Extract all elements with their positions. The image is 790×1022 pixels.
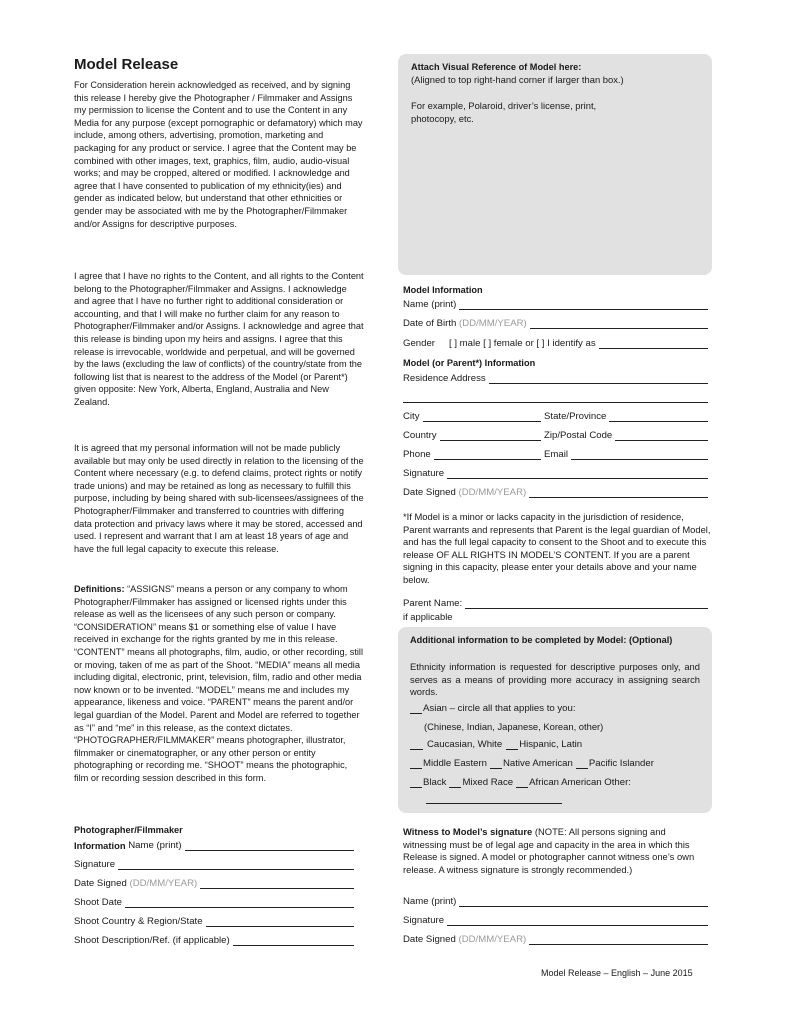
country-label: Country [403,430,437,441]
zip-line[interactable] [615,430,708,441]
witness-signature-line[interactable] [447,915,708,926]
shoot-country-label: Shoot Country & Region/State [74,916,203,927]
parent-signature-field[interactable] [403,468,708,479]
witness-date-field[interactable] [403,934,708,945]
phone-label: Phone [403,449,431,460]
model-gender-label: Gender [403,338,435,349]
parent-signature-label: Signature [403,468,445,479]
visual-reference-box[interactable] [398,54,712,275]
middle-eastern-blank[interactable] [410,758,422,769]
witness-name-label: Name (print) [403,896,457,907]
asian-sub: (Chinese, Indian, Japanese, Korean, other) [424,721,604,732]
parent-date-field[interactable] [403,487,708,498]
parent-name-label: Parent Name: [403,598,463,609]
state-field[interactable] [544,411,708,422]
email-label: Email [544,449,568,460]
state-label: State/Province [544,411,607,422]
witness-name-field[interactable] [403,896,708,907]
minor-note: *If Model is a minor or lacks capacity in the jurisdiction of residence, Parent warrants and represents that Parent is the legal guardian of Model, and has the full legal capacity to consent to the Shoot and to execute this release OF ALL RIGHTS IN MODEL’S CONTENT. If you are a parent signing in this capacity, please enter your details above and your name below. [403,511,711,585]
personal-info-paragraph: It is agreed that my personal information will not be made publicly available but may only be used directly in relation to the licensing of the Content where necessary (e.g. to defend claims, protect rights or notify trade unions) and may be retained as long as necessary to fulfill this purpose, including by being shared with sub-licensees/assignees of the Photographer/Filmmaker and transferred to countries with differing data protection and privacy laws where it may be stored, accessed and used. I represent and warrant that I am at least 18 years of age and have the full legal capacity to execute this release. [74,443,364,554]
photographer-date-label: Date Signed [74,878,127,889]
witness-signature-label: Signature [403,915,445,926]
photographer-name-label: Name (print) [128,840,182,851]
witness-block [403,826,709,876]
witness-date-placeholder: (DD/MM/YEAR) [458,934,527,945]
consideration-paragraph: For Consideration herein acknowledged as received, and by signing this release I hereby give the Photographer / Filmmaker and Assigns my permission to license the Content and to use the Content in any Media for any purpose (except pornographic or defamatory) which may include, among others, advertising, promotion, marketing and packaging for any product or service. I agree that the Content may be combined with other images, text, graphics, film, audio, audio-visual works; and may be cropped, altered or modified. I acknowledge and agree that I have consented to publication of my ethnicity(ies) and gender as indicated below, but understand that other ethnicities or gender may be associated with me by the Photographer/Filmmaker and/or Assigns for descriptive purposes. [74,80,363,229]
native-american-label: Native American [503,758,573,769]
date-placeholder: (DD/MM/YEAR) [129,878,198,889]
model-gender-field[interactable] [403,338,708,349]
email-field[interactable] [544,449,708,460]
native-american-blank[interactable] [490,758,502,769]
visual-reference-sub: (Aligned to top right-hand corner if larger than box.) [411,74,624,85]
model-name-label: Name (print) [403,299,457,310]
photographer-name-field[interactable] [74,840,354,851]
city-line[interactable] [423,411,541,422]
pacific-label: Pacific Islander [588,758,654,769]
footer-text: Model Release – English – June 2015 [541,968,693,978]
witness-signature-field[interactable] [403,915,708,926]
parent-date-label: Date Signed [403,487,456,498]
parent-signature-line[interactable] [447,468,708,479]
definitions-text: “ASSIGNS” means a person or any company to whom Photographer/Filmmaker has assigned or licensed rights under this release as well as the licensees of any such person or company. “CONSIDERATION” means $1 or something else of value I have received in exchange for the rights granted by me in this release. “CONTENT” means all photographs, film, audio, or other recording, still or moving, taken of me as part of the Shoot. “MEDIA” means all media including digital, electronic, print, television, film, radio and other media now known or to be invented. “MODEL” means me and includes my appearance, likeness and voice. “PARENT” means the parent and/or legal guardian of the Model. Parent and Model are referred to together as “I” and “me” in this release, as the context dictates. “PHOTOGRAPHER/FILMMAKER” means photographer, illustrator, filmmaker or cinematographer, or any other person or entity photographing or recording me. “SHOOT” means the photographic, film or recording session described in this form. [74,584,364,783]
city-field[interactable] [403,411,541,422]
country-field[interactable] [403,430,541,441]
witness-name-line[interactable] [459,896,708,907]
residence-line-2[interactable] [403,392,708,403]
additional-heading: Additional information to be completed by Model: (Optional) [410,635,673,645]
middle-eastern-row[interactable] [410,758,654,769]
black-blank[interactable] [410,777,422,788]
shoot-country-line[interactable] [206,916,354,927]
model-gender-options[interactable]: [ ] male [ ] female or [ ] I identify as [449,338,596,349]
residence-line-2-rule[interactable] [403,392,708,403]
middle-eastern-label: Middle Eastern [423,758,487,769]
parent-date-placeholder: (DD/MM/YEAR) [458,487,527,498]
shoot-description-field[interactable] [74,935,354,946]
email-line[interactable] [571,449,708,460]
model-dob-label: Date of Birth [403,318,457,329]
parent-name-sub: if applicable [403,611,453,622]
witness-date-label: Date Signed [403,934,456,945]
model-gender-line[interactable] [599,338,708,349]
african-other-blank[interactable] [516,777,528,788]
rights-paragraph: I agree that I have no rights to the Content, and all rights to the Content belong to the Photographer/Filmmaker and Assigns. I acknowledge and agree that I have no further right to additional consideration or accounting, and that I will make no further claim for any reason to Photographer/Filmmaker and/or Assigns. I acknowledge and agree that this release is binding upon my heirs and assigns. I agree that this release is irrevocable, worldwide and perpetual, and will be governed by the laws (excluding the law of conflicts) of the country/state from the following list that is nearest to the address of the Model (or Parent*) given opposite: New York, Alberta, England, Australia and New Zealand. [74,271,364,407]
definitions-label: Definitions: [74,584,125,594]
mixed-label: Mixed Race [462,777,514,788]
photographer-heading-info: Information [74,840,126,851]
page-title: Model Release [74,56,179,73]
caucasian-blank[interactable] [410,739,423,750]
other-ethnicity-line[interactable] [426,803,562,804]
photographer-date-field[interactable] [74,878,354,889]
asian-option[interactable] [410,703,576,714]
residence-line[interactable] [489,373,708,384]
parent-date-line[interactable] [529,487,708,498]
shoot-date-line[interactable] [125,897,354,908]
model-dob-field[interactable] [403,318,708,329]
shoot-description-line[interactable] [233,935,354,946]
city-label: City [403,411,420,422]
additional-info-box [398,627,712,813]
zip-field[interactable] [544,430,708,441]
phone-line[interactable] [434,449,541,460]
shoot-date-field[interactable] [74,897,354,908]
african-other-label: African American Other: [529,777,631,788]
residence-field[interactable] [403,373,708,384]
dob-placeholder: (DD/MM/YEAR) [459,318,527,329]
caucasian-row[interactable] [410,739,582,750]
asian-label: Asian – circle all that applies to you: [423,703,576,714]
phone-field[interactable] [403,449,541,460]
photographer-heading: Photographer/Filmmaker [74,825,183,835]
state-line[interactable] [609,411,708,422]
model-info-heading: Model Information [403,285,483,295]
parent-info-heading: Model (or Parent*) Information [403,358,536,368]
witness-date-line[interactable] [529,934,708,945]
hispanic-blank[interactable] [506,739,518,750]
photographer-signature-field[interactable] [74,859,354,870]
visual-reference-heading: Attach Visual Reference of Model here: [411,62,582,72]
visual-reference-example: For example, Polaroid, driver’s license, print, photocopy, etc. [411,100,597,124]
zip-label: Zip/Postal Code [544,430,613,441]
shoot-description-label: Shoot Description/Ref. (if applicable) [74,935,230,946]
definitions-paragraph [74,583,364,785]
black-label: Black [423,777,447,788]
shoot-country-field[interactable] [74,916,354,927]
witness-heading: Witness to Model’s signature [403,826,533,837]
model-dob-line[interactable] [530,318,708,329]
pacific-blank[interactable] [576,758,588,769]
parent-name-line[interactable] [465,598,708,609]
witness-note: (NOTE: All persons signing and witnessing must be of legal age and capacity in the area in which this Release is signed. A model or photographer cannot witness one’s own release. A witness signature is strongly recommended.) [403,826,695,875]
residence-label: Residence Address [403,373,486,384]
model-name-line[interactable] [459,299,708,310]
photographer-name-line[interactable] [185,840,354,851]
model-name-field[interactable] [403,299,708,310]
hispanic-label: Hispanic, Latin [519,739,583,750]
asian-blank[interactable] [410,703,422,714]
photographer-signature-line[interactable] [118,859,354,870]
additional-text: Ethnicity information is requested for descriptive purposes only, and serves as a means of providing more accuracy in assigning search words. [410,661,700,698]
caucasian-label: Caucasian, White [427,739,503,750]
black-row[interactable] [410,777,631,788]
photographer-date-line[interactable] [200,878,354,889]
mixed-blank[interactable] [449,777,461,788]
photographer-signature-label: Signature [74,859,116,870]
parent-name-field[interactable] [403,598,708,609]
country-line[interactable] [440,430,541,441]
shoot-date-label: Shoot Date [74,897,123,908]
